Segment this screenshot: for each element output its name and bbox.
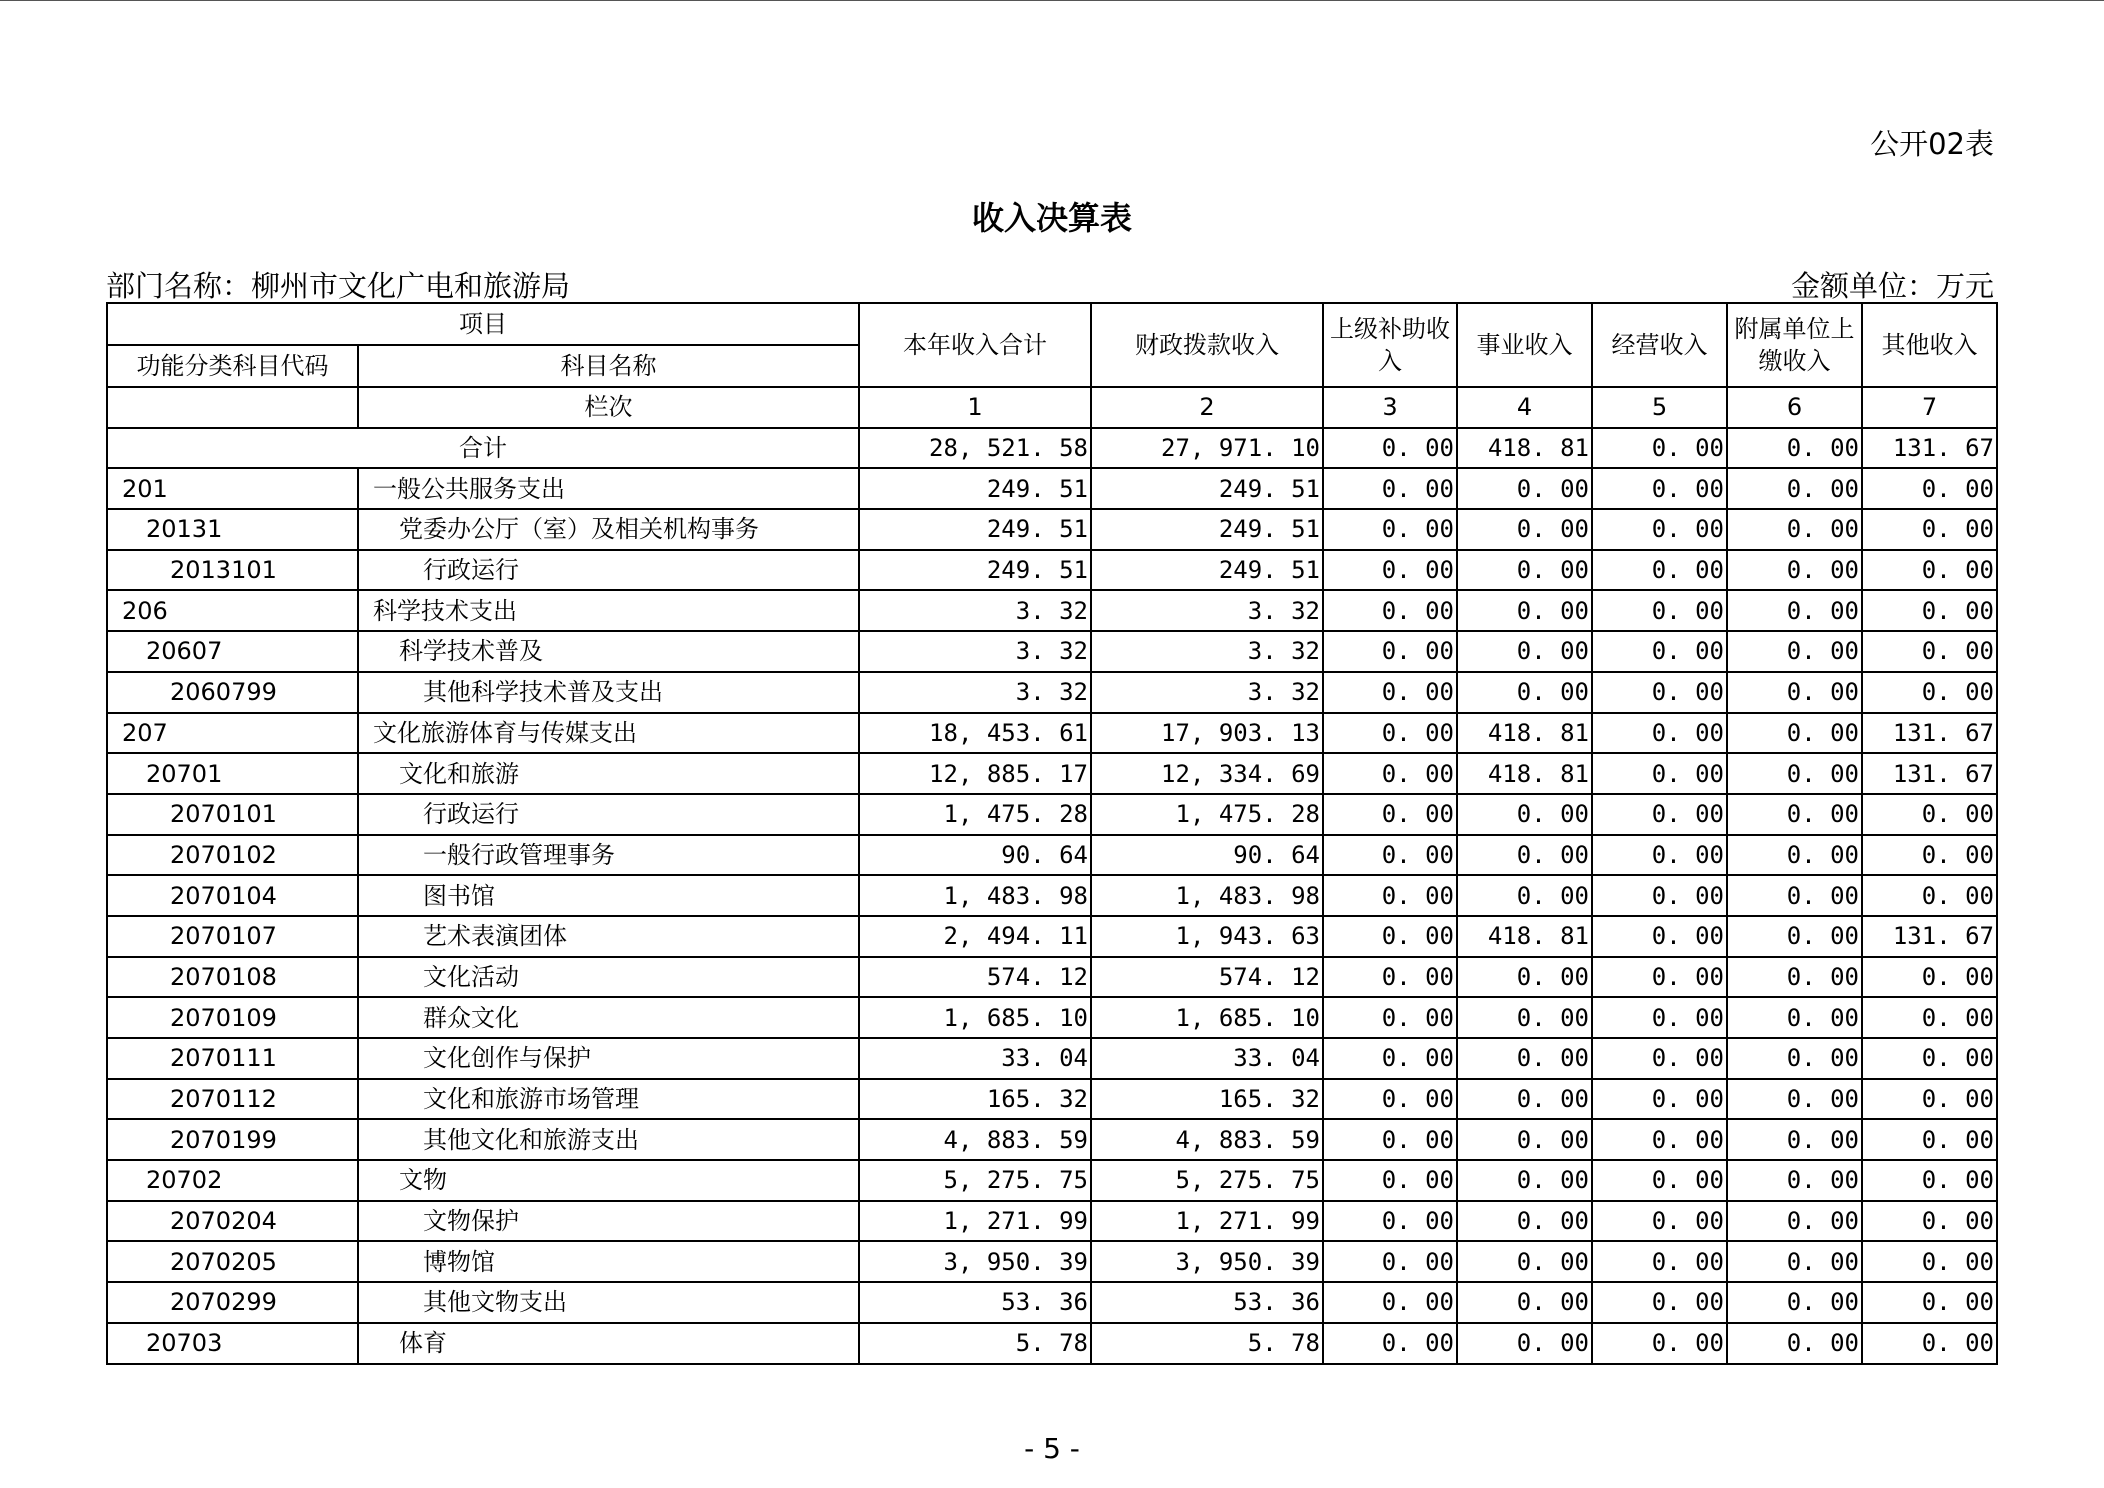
column-number: 2 bbox=[1091, 387, 1323, 428]
subject-name: 群众文化 bbox=[358, 997, 859, 1038]
amount-cell: 0. 00 bbox=[1457, 794, 1592, 835]
header-superior-subsidy: 上级补助收入 bbox=[1323, 303, 1457, 387]
total-value: 27, 971. 10 bbox=[1091, 428, 1323, 469]
subject-code: 2070112 bbox=[107, 1079, 358, 1120]
amount-cell: 0. 00 bbox=[1862, 835, 1997, 876]
amount-cell: 0. 00 bbox=[1592, 631, 1727, 672]
amount-cell: 53. 36 bbox=[1091, 1282, 1323, 1323]
amount-cell: 1, 475. 28 bbox=[1091, 794, 1323, 835]
header-business-income: 事业收入 bbox=[1457, 303, 1592, 387]
amount-cell: 0. 00 bbox=[1862, 509, 1997, 550]
subject-code: 20131 bbox=[107, 509, 358, 550]
amount-cell: 0. 00 bbox=[1727, 875, 1862, 916]
table-row bbox=[107, 468, 1997, 509]
amount-cell: 0. 00 bbox=[1727, 957, 1862, 998]
subject-code: 207 bbox=[107, 713, 358, 754]
amount-cell: 0. 00 bbox=[1592, 1201, 1727, 1242]
amount-cell: 0. 00 bbox=[1592, 550, 1727, 591]
amount-cell: 0. 00 bbox=[1323, 1119, 1457, 1160]
table-row bbox=[107, 590, 1997, 631]
amount-cell: 0. 00 bbox=[1727, 1241, 1862, 1282]
amount-cell: 0. 00 bbox=[1862, 1119, 1997, 1160]
total-label: 合计 bbox=[107, 428, 859, 469]
amount-cell: 249. 51 bbox=[1091, 468, 1323, 509]
subject-name: 党委办公厅（室）及相关机构事务 bbox=[358, 509, 859, 550]
table-row bbox=[107, 672, 1997, 713]
amount-cell: 0. 00 bbox=[1457, 672, 1592, 713]
total-value: 0. 00 bbox=[1727, 428, 1862, 469]
total-row bbox=[107, 428, 1997, 469]
amount-cell: 33. 04 bbox=[1091, 1038, 1323, 1079]
amount-cell: 131. 67 bbox=[1862, 753, 1997, 794]
amount-cell: 0. 00 bbox=[1323, 957, 1457, 998]
subject-code: 2070101 bbox=[107, 794, 358, 835]
amount-cell: 0. 00 bbox=[1862, 794, 1997, 835]
amount-cell: 0. 00 bbox=[1727, 1160, 1862, 1201]
total-value: 28, 521. 58 bbox=[859, 428, 1091, 469]
total-value: 0. 00 bbox=[1323, 428, 1457, 469]
subject-name: 文化旅游体育与传媒支出 bbox=[358, 713, 859, 754]
page-top-border bbox=[0, 0, 2104, 1]
amount-cell: 1, 943. 63 bbox=[1091, 916, 1323, 957]
table-row bbox=[107, 997, 1997, 1038]
amount-cell: 0. 00 bbox=[1457, 1241, 1592, 1282]
subject-code: 2070205 bbox=[107, 1241, 358, 1282]
amount-cell: 574. 12 bbox=[1091, 957, 1323, 998]
subject-name: 行政运行 bbox=[358, 794, 859, 835]
amount-cell: 0. 00 bbox=[1862, 590, 1997, 631]
amount-cell: 418. 81 bbox=[1457, 916, 1592, 957]
header-row-1 bbox=[107, 303, 1997, 345]
column-number: 1 bbox=[859, 387, 1091, 428]
subject-code: 2070102 bbox=[107, 835, 358, 876]
subject-code: 2070104 bbox=[107, 875, 358, 916]
amount-cell: 0. 00 bbox=[1457, 590, 1592, 631]
amount-cell: 0. 00 bbox=[1592, 713, 1727, 754]
amount-cell: 0. 00 bbox=[1727, 916, 1862, 957]
table-row bbox=[107, 1282, 1997, 1323]
income-statement-table bbox=[106, 302, 1998, 1365]
table-row bbox=[107, 875, 1997, 916]
amount-cell: 3. 32 bbox=[859, 672, 1091, 713]
subject-code: 20607 bbox=[107, 631, 358, 672]
header-fiscal-appropriation: 财政拨款收入 bbox=[1091, 303, 1323, 387]
subject-name: 其他科学技术普及支出 bbox=[358, 672, 859, 713]
amount-cell: 0. 00 bbox=[1727, 835, 1862, 876]
table-row bbox=[107, 916, 1997, 957]
amount-cell: 0. 00 bbox=[1862, 1241, 1997, 1282]
total-value: 0. 00 bbox=[1592, 428, 1727, 469]
amount-cell: 3. 32 bbox=[859, 590, 1091, 631]
table-row bbox=[107, 631, 1997, 672]
amount-cell: 0. 00 bbox=[1323, 550, 1457, 591]
header-affiliated-income: 附属单位上缴收入 bbox=[1727, 303, 1862, 387]
amount-cell: 12, 334. 69 bbox=[1091, 753, 1323, 794]
amount-cell: 0. 00 bbox=[1727, 1201, 1862, 1242]
column-number-blank bbox=[107, 387, 358, 428]
subject-code: 20703 bbox=[107, 1323, 358, 1364]
amount-cell: 0. 00 bbox=[1323, 1160, 1457, 1201]
amount-cell: 0. 00 bbox=[1323, 916, 1457, 957]
amount-cell: 0. 00 bbox=[1592, 1282, 1727, 1323]
header-subject-name: 科目名称 bbox=[358, 345, 859, 387]
amount-cell: 3, 950. 39 bbox=[1091, 1241, 1323, 1282]
subject-name: 一般公共服务支出 bbox=[358, 468, 859, 509]
table-row bbox=[107, 957, 1997, 998]
amount-cell: 0. 00 bbox=[1862, 957, 1997, 998]
page-number: - 5 - bbox=[1024, 1432, 1080, 1465]
amount-cell: 165. 32 bbox=[1091, 1079, 1323, 1120]
amount-cell: 131. 67 bbox=[1862, 713, 1997, 754]
amount-cell: 0. 00 bbox=[1457, 1323, 1592, 1364]
amount-cell: 0. 00 bbox=[1592, 1160, 1727, 1201]
amount-cell: 0. 00 bbox=[1862, 1201, 1997, 1242]
amount-cell: 0. 00 bbox=[1727, 590, 1862, 631]
amount-cell: 3. 32 bbox=[1091, 672, 1323, 713]
amount-cell: 0. 00 bbox=[1457, 997, 1592, 1038]
total-value: 131. 67 bbox=[1862, 428, 1997, 469]
amount-cell: 0. 00 bbox=[1323, 590, 1457, 631]
form-code: 公开02表 bbox=[1870, 127, 1994, 161]
amount-cell: 0. 00 bbox=[1457, 468, 1592, 509]
subject-code: 2013101 bbox=[107, 550, 358, 591]
amount-cell: 0. 00 bbox=[1592, 590, 1727, 631]
amount-cell: 0. 00 bbox=[1457, 1160, 1592, 1201]
subject-name: 艺术表演团体 bbox=[358, 916, 859, 957]
subject-code: 2060799 bbox=[107, 672, 358, 713]
table-row bbox=[107, 1079, 1997, 1120]
table-row bbox=[107, 713, 1997, 754]
amount-cell: 0. 00 bbox=[1592, 875, 1727, 916]
amount-cell: 1, 271. 99 bbox=[859, 1201, 1091, 1242]
page-title: 收入决算表 bbox=[971, 199, 1132, 237]
amount-cell: 0. 00 bbox=[1727, 672, 1862, 713]
amount-cell: 0. 00 bbox=[1323, 631, 1457, 672]
amount-cell: 0. 00 bbox=[1727, 631, 1862, 672]
subject-code: 20702 bbox=[107, 1160, 358, 1201]
amount-cell: 3. 32 bbox=[1091, 631, 1323, 672]
table-row bbox=[107, 550, 1997, 591]
header-item: 项目 bbox=[107, 303, 859, 345]
amount-cell: 0. 00 bbox=[1592, 672, 1727, 713]
amount-cell: 0. 00 bbox=[1592, 1323, 1727, 1364]
amount-cell: 0. 00 bbox=[1727, 713, 1862, 754]
subject-code: 2070299 bbox=[107, 1282, 358, 1323]
amount-cell: 1, 483. 98 bbox=[1091, 875, 1323, 916]
amount-cell: 0. 00 bbox=[1592, 957, 1727, 998]
amount-cell: 249. 51 bbox=[859, 509, 1091, 550]
amount-cell: 0. 00 bbox=[1862, 1282, 1997, 1323]
header-other-income: 其他收入 bbox=[1862, 303, 1997, 387]
header-function-code: 功能分类科目代码 bbox=[107, 345, 358, 387]
amount-cell: 0. 00 bbox=[1323, 713, 1457, 754]
amount-cell: 249. 51 bbox=[859, 550, 1091, 591]
amount-cell: 1, 271. 99 bbox=[1091, 1201, 1323, 1242]
column-number: 5 bbox=[1592, 387, 1727, 428]
amount-cell: 0. 00 bbox=[1457, 550, 1592, 591]
amount-cell: 0. 00 bbox=[1727, 794, 1862, 835]
amount-cell: 3. 32 bbox=[859, 631, 1091, 672]
amount-cell: 0. 00 bbox=[1862, 1323, 1997, 1364]
subject-name: 行政运行 bbox=[358, 550, 859, 591]
amount-cell: 0. 00 bbox=[1592, 794, 1727, 835]
column-number: 3 bbox=[1323, 387, 1457, 428]
amount-cell: 0. 00 bbox=[1323, 997, 1457, 1038]
table-row bbox=[107, 835, 1997, 876]
table-row bbox=[107, 753, 1997, 794]
subject-name: 图书馆 bbox=[358, 875, 859, 916]
amount-cell: 165. 32 bbox=[859, 1079, 1091, 1120]
amount-cell: 1, 483. 98 bbox=[859, 875, 1091, 916]
amount-cell: 0. 00 bbox=[1727, 1282, 1862, 1323]
subject-code: 2070107 bbox=[107, 916, 358, 957]
column-number-label: 栏次 bbox=[358, 387, 859, 428]
amount-cell: 0. 00 bbox=[1862, 631, 1997, 672]
amount-cell: 131. 67 bbox=[1862, 916, 1997, 957]
amount-cell: 17, 903. 13 bbox=[1091, 713, 1323, 754]
amount-cell: 1, 475. 28 bbox=[859, 794, 1091, 835]
amount-cell: 0. 00 bbox=[1323, 672, 1457, 713]
amount-cell: 0. 00 bbox=[1323, 875, 1457, 916]
amount-cell: 33. 04 bbox=[859, 1038, 1091, 1079]
amount-cell: 418. 81 bbox=[1457, 713, 1592, 754]
subject-code: 20701 bbox=[107, 753, 358, 794]
amount-cell: 0. 00 bbox=[1323, 794, 1457, 835]
subject-code: 2070111 bbox=[107, 1038, 358, 1079]
column-number: 6 bbox=[1727, 387, 1862, 428]
amount-cell: 0. 00 bbox=[1727, 753, 1862, 794]
amount-cell: 0. 00 bbox=[1592, 509, 1727, 550]
amount-cell: 0. 00 bbox=[1862, 1038, 1997, 1079]
table-row bbox=[107, 509, 1997, 550]
amount-cell: 0. 00 bbox=[1457, 631, 1592, 672]
amount-cell: 2, 494. 11 bbox=[859, 916, 1091, 957]
amount-cell: 53. 36 bbox=[859, 1282, 1091, 1323]
subject-name: 其他文化和旅游支出 bbox=[358, 1119, 859, 1160]
amount-cell: 0. 00 bbox=[1457, 875, 1592, 916]
subject-name: 博物馆 bbox=[358, 1241, 859, 1282]
amount-cell: 0. 00 bbox=[1862, 468, 1997, 509]
subject-code: 2070109 bbox=[107, 997, 358, 1038]
subject-name: 体育 bbox=[358, 1323, 859, 1364]
amount-cell: 12, 885. 17 bbox=[859, 753, 1091, 794]
amount-cell: 0. 00 bbox=[1727, 468, 1862, 509]
amount-cell: 249. 51 bbox=[859, 468, 1091, 509]
amount-cell: 0. 00 bbox=[1457, 1119, 1592, 1160]
amount-cell: 90. 64 bbox=[859, 835, 1091, 876]
column-number: 7 bbox=[1862, 387, 1997, 428]
total-value: 418. 81 bbox=[1457, 428, 1592, 469]
amount-cell: 0. 00 bbox=[1592, 468, 1727, 509]
column-number: 4 bbox=[1457, 387, 1592, 428]
amount-cell: 0. 00 bbox=[1592, 1079, 1727, 1120]
amount-cell: 0. 00 bbox=[1862, 875, 1997, 916]
amount-cell: 0. 00 bbox=[1592, 997, 1727, 1038]
table-row bbox=[107, 1160, 1997, 1201]
amount-cell: 0. 00 bbox=[1727, 1079, 1862, 1120]
amount-cell: 4, 883. 59 bbox=[859, 1119, 1091, 1160]
subject-name: 文化创作与保护 bbox=[358, 1038, 859, 1079]
amount-cell: 0. 00 bbox=[1862, 672, 1997, 713]
amount-cell: 0. 00 bbox=[1862, 1160, 1997, 1201]
table-row bbox=[107, 1241, 1997, 1282]
subject-code: 2070199 bbox=[107, 1119, 358, 1160]
amount-cell: 0. 00 bbox=[1323, 1079, 1457, 1120]
amount-cell: 5. 78 bbox=[859, 1323, 1091, 1364]
header-total-income: 本年收入合计 bbox=[859, 303, 1091, 387]
subject-name: 文物 bbox=[358, 1160, 859, 1201]
department-name: 部门名称：柳州市文化广电和旅游局 bbox=[106, 269, 571, 303]
amount-cell: 0. 00 bbox=[1592, 1119, 1727, 1160]
amount-cell: 0. 00 bbox=[1457, 1038, 1592, 1079]
amount-cell: 0. 00 bbox=[1862, 550, 1997, 591]
amount-cell: 3. 32 bbox=[1091, 590, 1323, 631]
amount-cell: 5. 78 bbox=[1091, 1323, 1323, 1364]
amount-cell: 0. 00 bbox=[1727, 1038, 1862, 1079]
table-row bbox=[107, 1323, 1997, 1364]
amount-cell: 0. 00 bbox=[1323, 1323, 1457, 1364]
amount-cell: 0. 00 bbox=[1323, 1201, 1457, 1242]
column-number-row bbox=[107, 387, 1997, 428]
amount-cell: 0. 00 bbox=[1323, 468, 1457, 509]
amount-cell: 18, 453. 61 bbox=[859, 713, 1091, 754]
amount-cell: 90. 64 bbox=[1091, 835, 1323, 876]
amount-cell: 0. 00 bbox=[1323, 753, 1457, 794]
subject-code: 206 bbox=[107, 590, 358, 631]
amount-cell: 249. 51 bbox=[1091, 550, 1323, 591]
amount-cell: 0. 00 bbox=[1727, 1323, 1862, 1364]
amount-cell: 0. 00 bbox=[1457, 1282, 1592, 1323]
amount-cell: 0. 00 bbox=[1323, 1241, 1457, 1282]
amount-cell: 0. 00 bbox=[1592, 1038, 1727, 1079]
amount-cell: 0. 00 bbox=[1727, 997, 1862, 1038]
subject-code: 2070204 bbox=[107, 1201, 358, 1242]
amount-cell: 0. 00 bbox=[1323, 509, 1457, 550]
amount-cell: 0. 00 bbox=[1727, 550, 1862, 591]
amount-cell: 0. 00 bbox=[1592, 753, 1727, 794]
amount-cell: 0. 00 bbox=[1323, 835, 1457, 876]
amount-cell: 0. 00 bbox=[1727, 509, 1862, 550]
subject-name: 其他文物支出 bbox=[358, 1282, 859, 1323]
amount-cell: 249. 51 bbox=[1091, 509, 1323, 550]
subject-name: 文化活动 bbox=[358, 957, 859, 998]
subject-name: 文化和旅游市场管理 bbox=[358, 1079, 859, 1120]
amount-cell: 574. 12 bbox=[859, 957, 1091, 998]
amount-cell: 0. 00 bbox=[1457, 1201, 1592, 1242]
amount-cell: 0. 00 bbox=[1323, 1038, 1457, 1079]
subject-name: 科学技术支出 bbox=[358, 590, 859, 631]
table-row bbox=[107, 1201, 1997, 1242]
amount-cell: 0. 00 bbox=[1457, 835, 1592, 876]
amount-cell: 0. 00 bbox=[1457, 509, 1592, 550]
subject-name: 文物保护 bbox=[358, 1201, 859, 1242]
amount-cell: 4, 883. 59 bbox=[1091, 1119, 1323, 1160]
amount-cell: 3, 950. 39 bbox=[859, 1241, 1091, 1282]
amount-cell: 1, 685. 10 bbox=[1091, 997, 1323, 1038]
amount-cell: 1, 685. 10 bbox=[859, 997, 1091, 1038]
amount-cell: 0. 00 bbox=[1592, 1241, 1727, 1282]
amount-cell: 0. 00 bbox=[1592, 835, 1727, 876]
table-row bbox=[107, 1038, 1997, 1079]
amount-cell: 0. 00 bbox=[1862, 1079, 1997, 1120]
amount-cell: 5, 275. 75 bbox=[859, 1160, 1091, 1201]
amount-unit: 金额单位：万元 bbox=[1790, 269, 1994, 303]
amount-cell: 0. 00 bbox=[1727, 1119, 1862, 1160]
subject-name: 科学技术普及 bbox=[358, 631, 859, 672]
subject-name: 一般行政管理事务 bbox=[358, 835, 859, 876]
amount-cell: 0. 00 bbox=[1457, 957, 1592, 998]
amount-cell: 5, 275. 75 bbox=[1091, 1160, 1323, 1201]
subject-code: 201 bbox=[107, 468, 358, 509]
amount-cell: 0. 00 bbox=[1862, 997, 1997, 1038]
amount-cell: 0. 00 bbox=[1323, 1282, 1457, 1323]
table-row bbox=[107, 1119, 1997, 1160]
table-row bbox=[107, 794, 1997, 835]
subject-name: 文化和旅游 bbox=[358, 753, 859, 794]
header-operating-income: 经营收入 bbox=[1592, 303, 1727, 387]
amount-cell: 0. 00 bbox=[1592, 916, 1727, 957]
amount-cell: 0. 00 bbox=[1457, 1079, 1592, 1120]
amount-cell: 418. 81 bbox=[1457, 753, 1592, 794]
subject-code: 2070108 bbox=[107, 957, 358, 998]
